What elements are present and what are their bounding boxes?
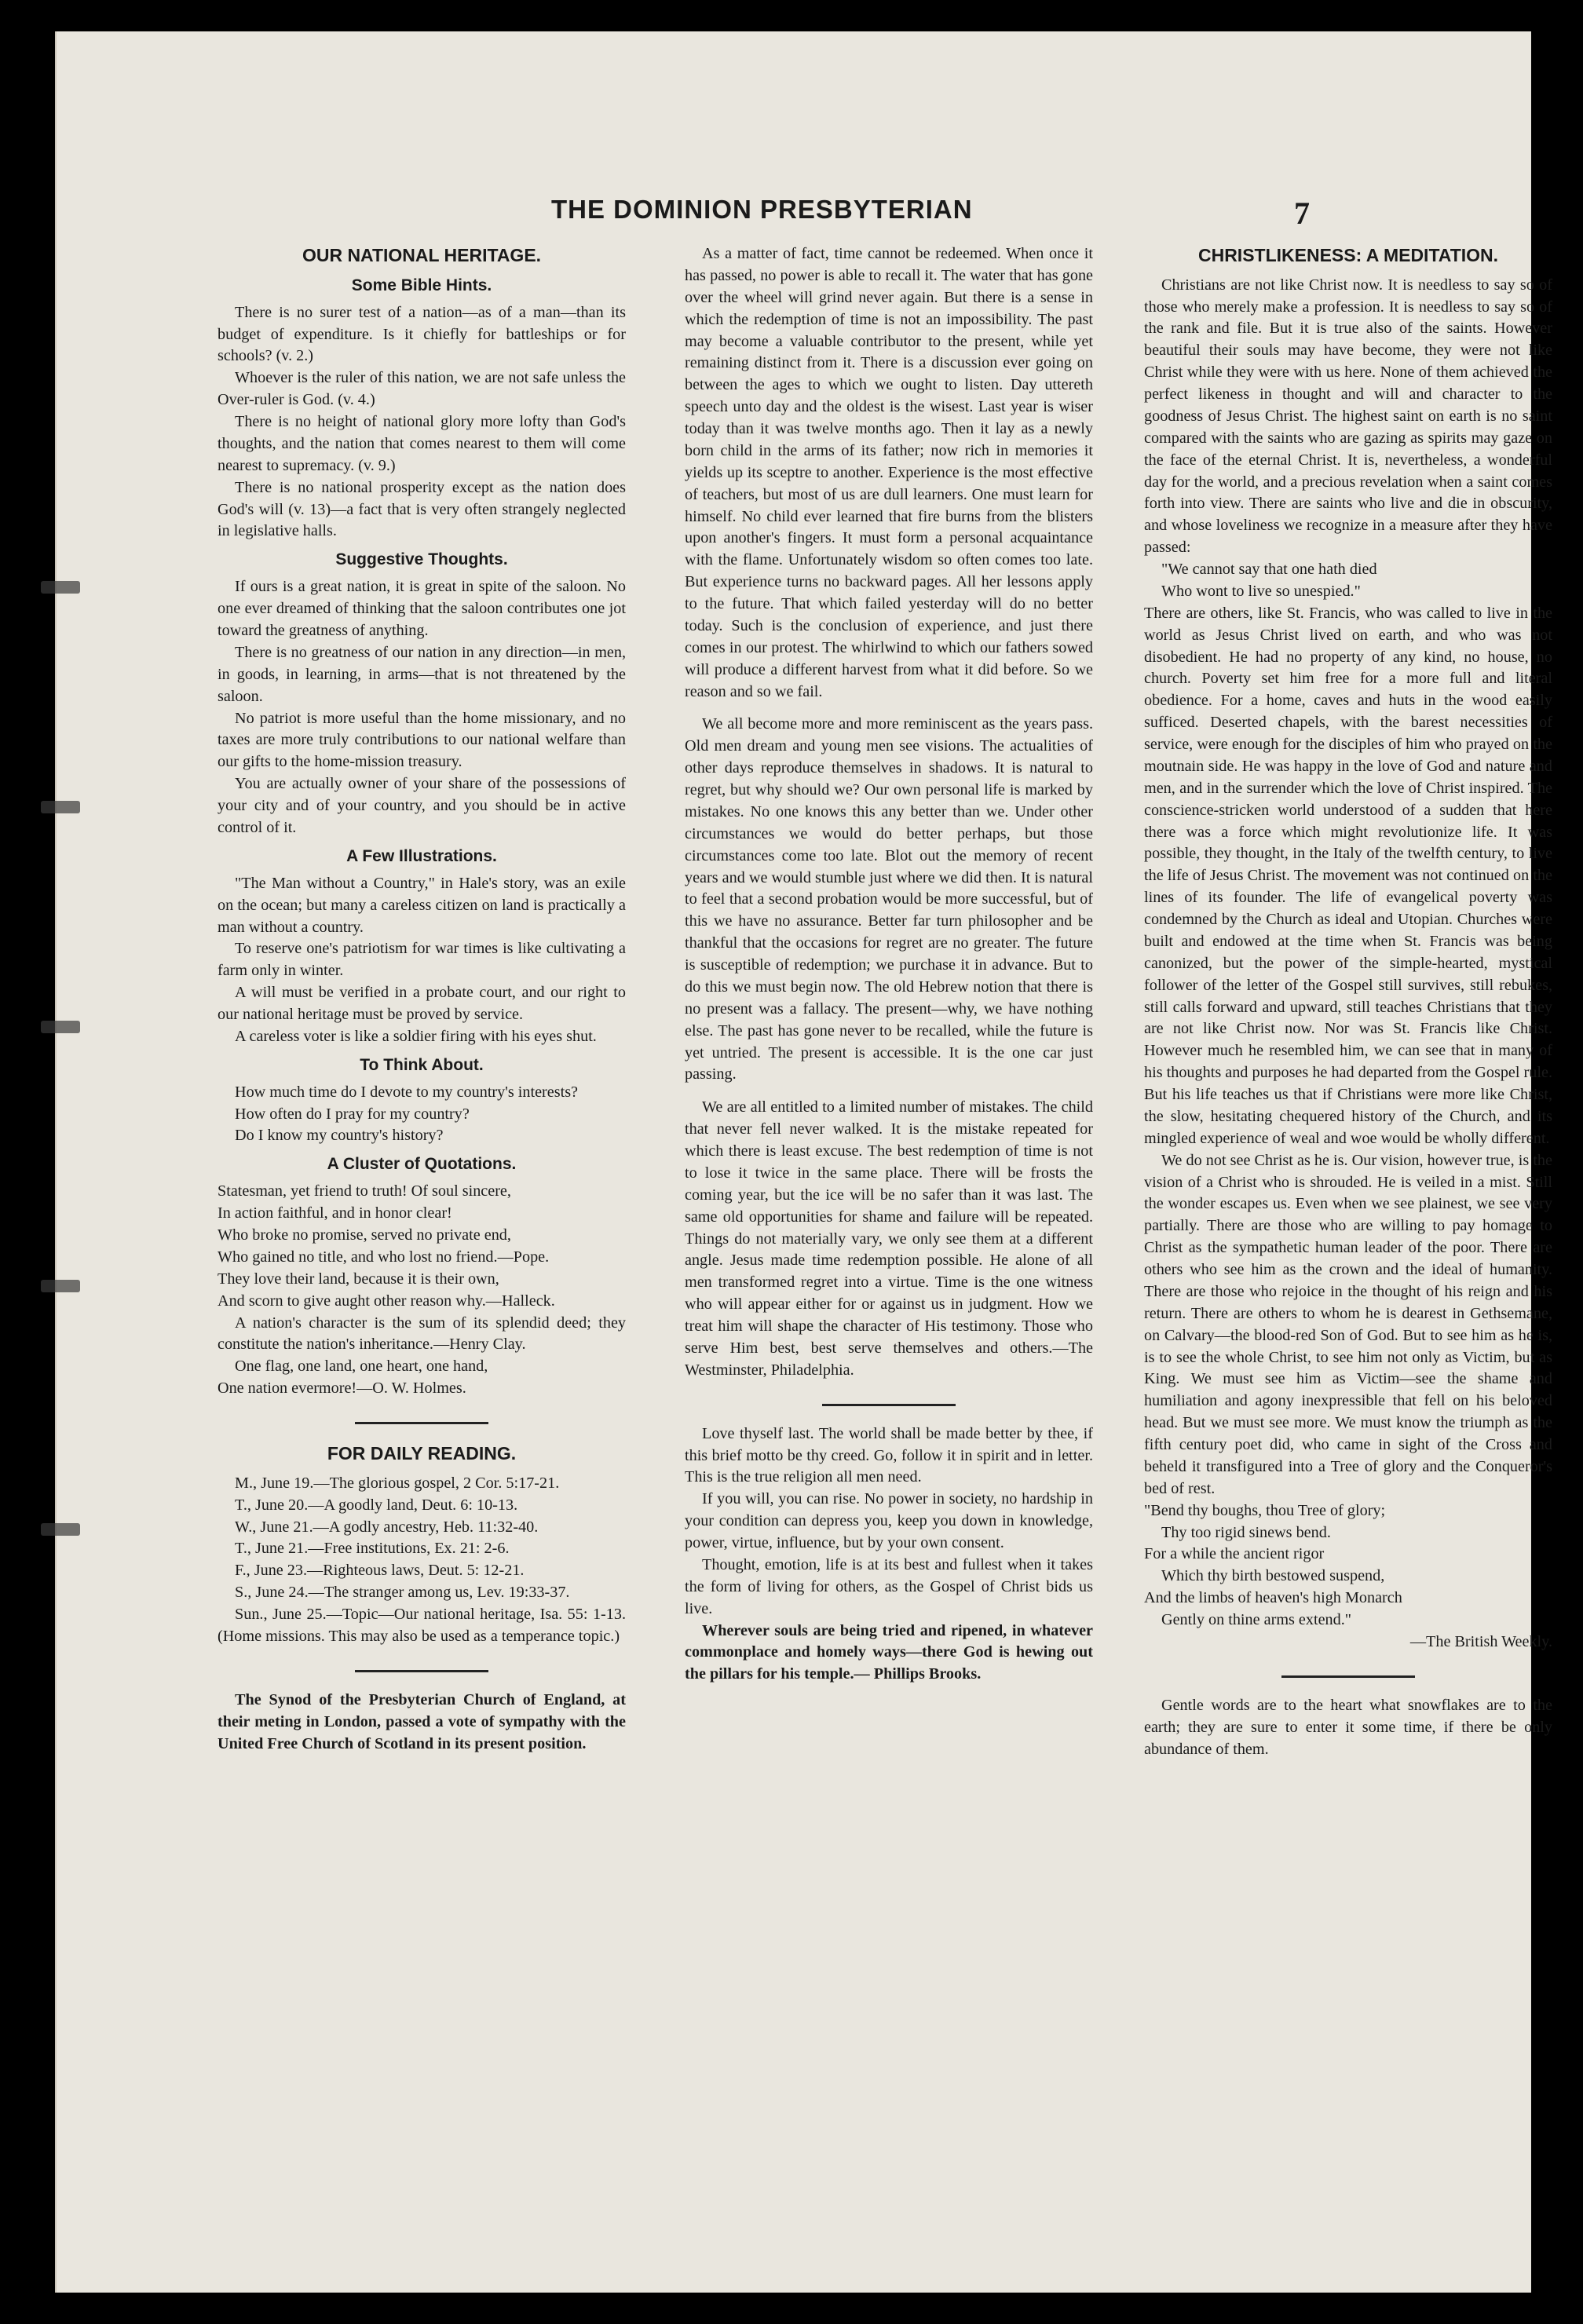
- paragraph: Gentle words are to the heart what snowflakes are to the earth; they are sure to enter it some time, if there be only abundance of them.: [1144, 1696, 1552, 1758]
- question-line: How much time do I devote to my country's interests?: [235, 1083, 579, 1101]
- binding-mark: [41, 1523, 80, 1536]
- paragraph: Love thyself last. The world shall be made better by thee, if this brief motto be thy creed. Go, follow it in spirit and in letter. This is the true religion all men need.: [685, 1424, 1093, 1486]
- article-heading: CHRISTLIKENESS: A MEDITATION.: [1197, 245, 1499, 265]
- paragraph: There are others, like St. Francis, who was called to live in the world as Jesus Christ lived on earth, and who was not disobedient. He had no property of any kind, no house, no church. Poverty set him free for a more full and literal obedience. For a home, caves and huts in the wood easily sufficed. Deserted chapels, with the barest necessities of service, were enough for the disciples of him who prayed on the moutnain side. He was happy in the love of God and nature and men, and in the surrender which the love of Christ inspired. The conscience-stricken world understood of a sudden that here there was a force which might revolutionize life. It was possible, they thought, in the Italy of the twelfth century, to live the life of Jesus Christ. The movement was not continued on the lines of its founder. The life of evangelical poverty was condemned by the Church as ideal and Utopian. Churches were built and endowed at the time when St. Francis was being canonized, but the power of the simple-hearted, mystical follower of the letter of the Gospel still survives, still rebukes, still calls forward and upward, still teaches Christians that they are not like Christ now. Nor was St. Francis like Christ. However much he resembled him, we can see that in many of his thoughts and purposes he had departed from the Gospel rule. But his life teaches us that if Christians were more like Christ, the slow, hesitating chequered history of the Church, and its mingled experience of weal and woe would be wholly different.: [1144, 604, 1552, 1147]
- column-left: [218, 243, 626, 1755]
- section-heading: To Think About.: [360, 1055, 484, 1074]
- section-heading: Some Bible Hints.: [351, 276, 492, 294]
- section-heading: A Few Illustrations.: [346, 846, 497, 865]
- paragraph: If you will, you can rise. No power in society, no hardship in your condition can depress you, keep you down in knowledge, power, virtue, influence, but by your own consent.: [685, 1490, 1093, 1551]
- section-heading: A Cluster of Quotations.: [327, 1155, 517, 1174]
- paragraph: A careless voter is like a soldier firing with his eyes shut.: [235, 1027, 597, 1045]
- paragraph: Christians are not like Christ now. It is needless to say so of those who merely make a profession. It is needless to say so of the rank and file. But it is true also of the saints. However beautiful their souls may have become, they were not like Christ while they were with us here. None of them achieved the perfect likeness in thought and will and character to the goodness of Jesus Christ. The highest saint on earth is no saint compared with the saints who are gazing as spirits may gaze on the face of the eternal Christ. It is, nevertheless, a wonderful day for the world, and a precious revelation when a saint comes forth into view. There are saints who live and die in obscurity, and whose loveliness we recognize in a measure after they have passed:: [1144, 276, 1552, 557]
- reading-item: S., June 24.—The stranger among us, Lev. 19:33-37.: [235, 1584, 570, 1602]
- quote-line: In action faithful, and in honor clear!: [218, 1204, 452, 1222]
- quote-line: A nation's character is the sum of its splendid deed; they constitute the nation's inheritance.—Henry Clay.: [218, 1314, 626, 1354]
- divider-rule: [355, 1422, 488, 1424]
- paragraph: You are actually owner of your share of the possessions of your city and of your country, and you should be in active control of it.: [218, 775, 626, 836]
- binding-mark: [41, 581, 80, 594]
- paragraph: Wherever souls are being tried and ripened, in whatever commonplace and homely ways—there God is hewing out the pillars for his temple.— Phillips Brooks.: [685, 1621, 1093, 1683]
- paragraph: We do not see Christ as he is. Our vision, however true, is the vision of a Christ who is shrouded. He is veiled in a mist. Still the wonder escapes us. Even when we see plainest, we see very partially. There are those who are willing to pay homage to Christ as the sympathetic human leader of the poor. There are others who see him as the crown and the ideal of humanity. There are those who rejoice in the thought of his reign and his return. There are others to whom he is dearest in Gethsemane, on Calvary—the blood-red Son of God. But to see him as he is, is to see the whole Christ, to see him not only as Victim, but as King. We must see him as Victim—see the shame and humiliation and agony inexpressible that fell on his beloved head. But we must see more. We must know the triumph as the fifth century poet did, who came in sight of the Cross and beheld it transfigured into a Tree of glory and the Conqueror's bed of rest.: [1144, 1151, 1552, 1497]
- reading-item: M., June 19.—The glorious gospel, 2 Cor. 5:17-21.: [235, 1474, 560, 1492]
- page-number: 7: [1294, 195, 1310, 231]
- binding-mark: [41, 1021, 80, 1033]
- paragraph: Whoever is the ruler of this nation, we are not safe unless the Over-ruler is God. (v. 4.): [218, 369, 626, 409]
- paragraph: To reserve one's patriotism for war times is like cultivating a farm only in winter.: [218, 940, 626, 980]
- quote-line: One nation evermore!—O. W. Holmes.: [218, 1379, 466, 1398]
- binding-mark: [41, 1280, 80, 1292]
- newspaper-page: [55, 31, 1552, 2293]
- question-line: How often do I pray for my country?: [235, 1105, 470, 1123]
- paragraph: There is no surer test of a nation—as of a man—than its budget of expenditure. Is it chiefly for battleships or for schools? (v. 2.): [218, 303, 626, 365]
- quote-line: They love their land, because it is their own,: [218, 1270, 499, 1288]
- verse-line: "Bend thy boughs, thou Tree of glory;: [1144, 1501, 1386, 1519]
- question-line: Do I know my country's history?: [235, 1127, 444, 1145]
- verse-line: Thy too rigid sinews bend.: [1161, 1523, 1331, 1541]
- paragraph: No patriot is more useful than the home missionary, and no taxes are more truly contributions to our national welfare than our gifts to the home-mission treasury.: [218, 709, 626, 771]
- news-item: The Synod of the Presbyterian Church of England, at their meting in London, passed a vote of sympathy with the United Free Church of Scotland in its present position.: [218, 1690, 626, 1752]
- divider-rule: [355, 1670, 488, 1672]
- reading-item: T., June 20.—A goodly land, Deut. 6: 10-13.: [235, 1496, 518, 1514]
- divider-rule: [1281, 1675, 1415, 1678]
- paragraph: As a matter of fact, time cannot be redeemed. When once it has passed, no power is able to recall it. The water that has gone over the wheel will grind never again. But there is a sense in which the redemption of time is not an impossibility. The past may become a valuable contributor to the present, while yet remaining distinct from it. There is a discussion ever going on between the ages to which we ought to listen. Day uttereth speech unto day and the oldest is the wisest. Last year is wiser today than it was twelve months ago. Then it lay as a newly born child in the arms of its father; now rich in memories it yields up its sceptre to another. Experience is the most effective of teachers, but most of us are dull learners. One must learn for himself. No child ever learned that fire burns from the blisters upon another's fingers. It must form a personal acquaintance with the flame. Unfortunately wisdom so often comes too late. But experience turns no backward pages. All her lessons apply to the future. That which failed yesterday will do no better today. Such is the conclusion of experience, and just there comes in our protest. The whirlwind to which our fathers sowed will produce a different harvest from what it did before. So we reason and so we fail.: [685, 245, 1093, 700]
- paragraph: We are all entitled to a limited number of mistakes. The child that never fell never walked. It is the mistake repeated for which there is least excuse. The best redemption of time is not to lose it twice in the same place. There will be frosts the coming year, but the ice will be no safer than it was last. The same old opportunities for shame and failure will be repeated. Things do not materially vary, we only see them at a different angle. Jesus made time redemption possible. He alone of all men transformed regret into a virtue. Time is the one witness who will appear either for or against us in judgment. How we treat him will shape the character of His testimony. Those who serve Him best, best serve themselves and others.—The Westminster, Philadelphia.: [685, 1098, 1093, 1379]
- paragraph: Thought, emotion, life is at its best and fullest when it takes the form of living for others, as the Gospel of Christ bids us live.: [685, 1555, 1093, 1617]
- paragraph: A will must be verified in a probate court, and our right to our national heritage must be proved by service.: [218, 984, 626, 1024]
- article-heading: OUR NATIONAL HERITAGE.: [302, 245, 542, 265]
- verse-line: Which thy birth bestowed suspend,: [1161, 1567, 1385, 1585]
- reading-item: T., June 21.—Free institutions, Ex. 21: 2-6.: [235, 1540, 510, 1558]
- paragraph: There is no height of national glory more lofty than God's thoughts, and the nation that comes nearest to them will come nearest to supremacy. (v. 9.): [218, 413, 626, 474]
- paragraph: There is no greatness of our nation in any direction—in men, in goods, in learning, in arms—that is not threatened by the saloon.: [218, 643, 626, 705]
- attribution: —The British Weekly.: [1409, 1632, 1552, 1650]
- paragraph: We all become more and more reminiscent as the years pass. Old men dream and young men see visions. The actualities of other days reproduce themselves in shadows. It is natural to regret, but why should we? Our own personal life is marked by mistakes. No one knows this any better than we. Under other circumstances we would do better perhaps, but those circumstances come too late. Blot out the memory of recent years and we would stumble just where we did then. It is natural to feel that a second probation would be more successful, but of this we have no assurance. Better far turn philosopher and be thankful that the occasions for regret are no greater. The future is susceptible of redemption; we purchase it in advance. But to do this we must begin now. The old Hebrew notion that there is no present was a fallacy. The present—why, we have nothing else. The past has gone never to be recalled, while the future is yet untried. The present is accessible. It is the one car just passing.: [685, 715, 1093, 1083]
- paragraph: "The Man without a Country," in Hale's story, was an exile on the ocean; but many a careless citizen on land is practically a man without a country.: [218, 874, 626, 936]
- quote-line: Who broke no promise, served no private end,: [218, 1226, 511, 1244]
- verse-line: Who wont to live so unespied.": [1161, 582, 1361, 600]
- reading-item: Sun., June 25.—Topic—Our national heritage, Isa. 55: 1-13. (Home missions. This may also be used as a temperance topic.): [218, 1606, 626, 1645]
- binding-mark: [41, 801, 80, 813]
- column-right: [1144, 243, 1552, 1760]
- divider-rule: [822, 1404, 956, 1406]
- reading-item: W., June 21.—A godly ancestry, Heb. 11:32-40.: [235, 1518, 539, 1536]
- quote-line: Who gained no title, and who lost no friend.—Pope.: [218, 1248, 550, 1266]
- reading-item: F., June 23.—Righteous laws, Deut. 5: 12-21.: [235, 1562, 525, 1580]
- section-heading: FOR DAILY READING.: [327, 1443, 517, 1464]
- section-heading: Suggestive Thoughts.: [335, 550, 508, 569]
- verse-line: Gently on thine arms extend.": [1161, 1611, 1352, 1629]
- verse-line: And the limbs of heaven's high Monarch: [1144, 1589, 1402, 1607]
- publication-title: THE DOMINION PRESBYTERIAN: [551, 195, 973, 224]
- page-header: [57, 157, 1531, 243]
- quote-line: One flag, one land, one heart, one hand,: [235, 1357, 488, 1376]
- paragraph: There is no national prosperity except as the nation does God's will (v. 13)—a fact that is very often strangely neglected in legislative halls.: [218, 478, 626, 540]
- verse-line: "We cannot say that one hath died: [1161, 561, 1377, 579]
- quote-line: Statesman, yet friend to truth! Of soul sincere,: [218, 1182, 511, 1200]
- column-middle: [685, 243, 1093, 1686]
- verse-line: For a while the ancient rigor: [1144, 1545, 1325, 1563]
- paragraph: If ours is a great nation, it is great in spite of the saloon. No one ever dreamed of thinking that the saloon contributes one jot toward the greatness of anything.: [218, 578, 626, 640]
- quote-line: And scorn to give aught other reason why.—Halleck.: [218, 1292, 555, 1310]
